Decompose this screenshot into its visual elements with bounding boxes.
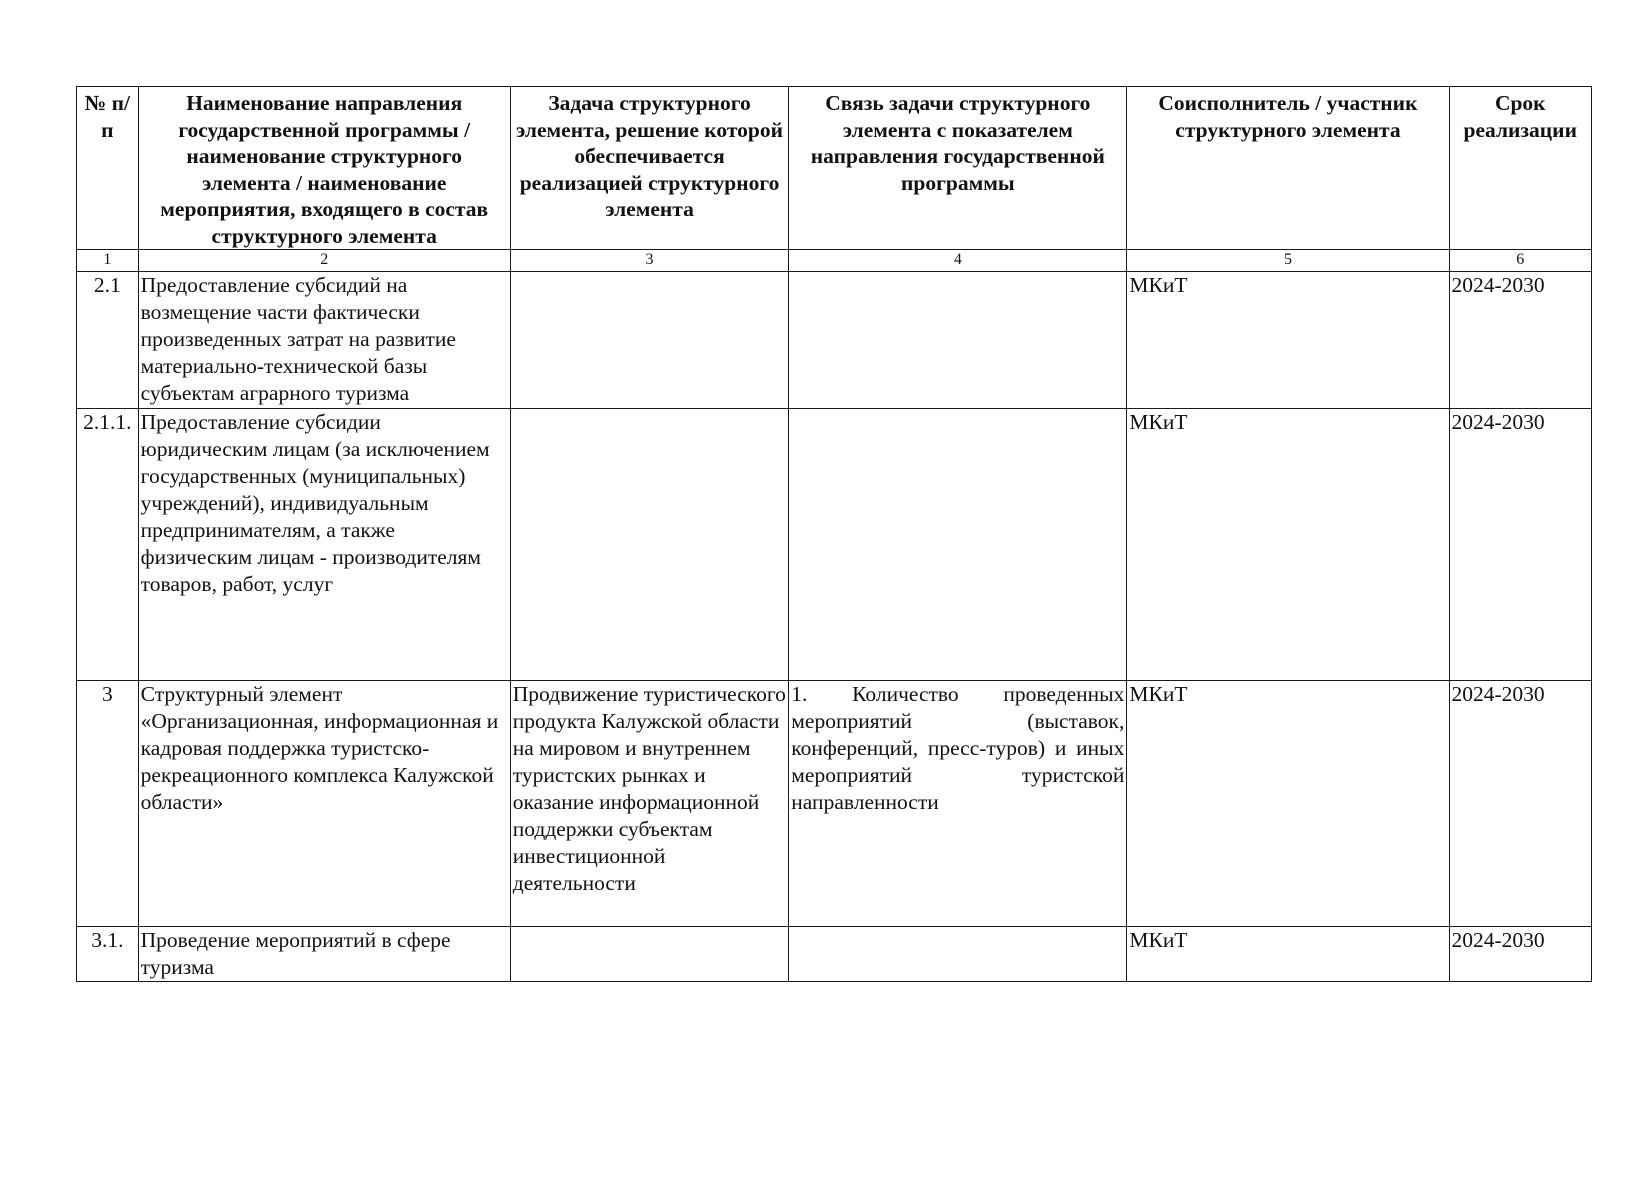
row-name: Предоставление субсидии юридическим лицам (за исключением государственных (муниципальных) учреждений), индивидуальным предпринимателям, а также физическим лицам - производителям товаров, работ, услуг <box>138 409 510 681</box>
column-number: 2 <box>138 250 510 272</box>
header-term: Срок реализации <box>1449 87 1592 250</box>
program-table <box>76 86 1592 982</box>
table-row <box>77 272 1592 409</box>
row-link: 1. Количество проведенных мероприятий (выставок, конференций, пресс-туров) и иных мероприятий туристской направленности <box>789 681 1127 927</box>
table-row <box>77 409 1592 681</box>
row-executor: МКиТ <box>1127 681 1449 927</box>
column-number: 5 <box>1127 250 1449 272</box>
column-number: 6 <box>1449 250 1592 272</box>
header-task: Задача структурного элемента, решение которой обеспечивается реализацией структурного элемента <box>510 87 789 250</box>
row-link <box>789 409 1127 681</box>
row-number: 3 <box>77 681 139 927</box>
row-term: 2024-2030 <box>1449 927 1592 982</box>
row-link <box>789 272 1127 409</box>
column-number-row <box>77 250 1592 272</box>
row-number: 2.1 <box>77 272 139 409</box>
row-name: Предоставление субсидий на возмещение части фактически произведенных затрат на развитие материально-технической базы субъектам аграрного туризма <box>138 272 510 409</box>
header-executor: Соисполнитель / участник структурного элемента <box>1127 87 1449 250</box>
row-executor: МКиТ <box>1127 272 1449 409</box>
table-row <box>77 927 1592 982</box>
row-term: 2024-2030 <box>1449 272 1592 409</box>
header-number: № п/п <box>77 87 139 250</box>
column-number: 3 <box>510 250 789 272</box>
row-link <box>789 927 1127 982</box>
row-term: 2024-2030 <box>1449 409 1592 681</box>
column-number: 1 <box>77 250 139 272</box>
row-task: Продвижение туристического продукта Калужской области на мировом и внутреннем туристских рынках и оказание информационной поддержки субъектам инвестиционной деятельности <box>510 681 789 927</box>
table-row <box>77 681 1592 927</box>
row-task <box>510 272 789 409</box>
row-name: Структурный элемент «Организационная, информационная и кадровая поддержка туристско-рекреационного комплекса Калужской области» <box>138 681 510 927</box>
row-executor: МКиТ <box>1127 409 1449 681</box>
header-name: Наименование направления государственной программы / наименование структурного элемента / наименование мероприятия, входящего в состав структурного элемента <box>138 87 510 250</box>
row-number: 2.1.1. <box>77 409 139 681</box>
row-task <box>510 409 789 681</box>
column-number: 4 <box>789 250 1127 272</box>
table-header-row <box>77 87 1592 250</box>
row-task <box>510 927 789 982</box>
row-term: 2024-2030 <box>1449 681 1592 927</box>
row-executor: МКиТ <box>1127 927 1449 982</box>
row-name: Проведение мероприятий в сфере туризма <box>138 927 510 982</box>
header-link: Связь задачи структурного элемента с показателем направления государственной программы <box>789 87 1127 250</box>
row-number: 3.1. <box>77 927 139 982</box>
